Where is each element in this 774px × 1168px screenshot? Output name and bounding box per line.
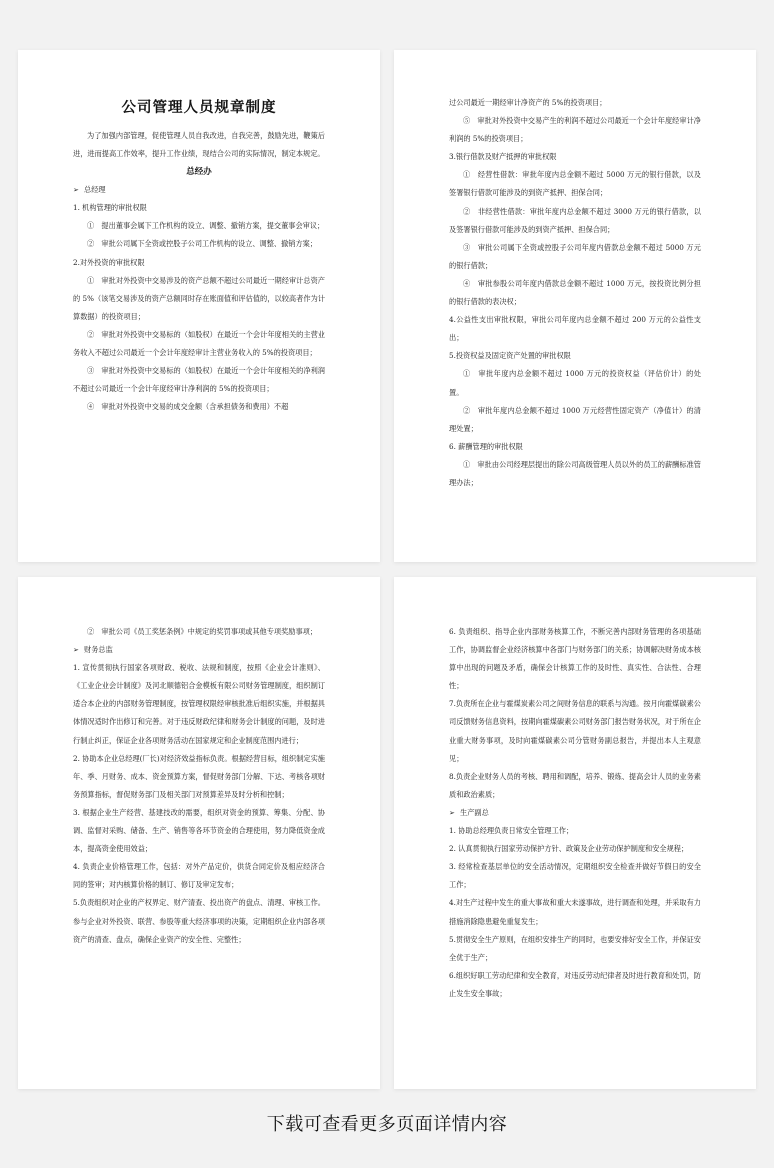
page-1-body [73, 127, 325, 416]
list-item: ② 审批公司属下全资或控股子公司工作机构的设立、调整、撤销方案； [87, 239, 318, 249]
document-page-2 [394, 50, 756, 562]
list-item: ③ 审批对外投资中交易标的（如股权）在最近一个会计年度相关的净利润不超过公司最近一个会计年度经审计净利润的 5%的投资项目； [73, 366, 325, 394]
section-heading: 总经办 [186, 167, 212, 178]
paragraph: 6. 负责组织、指导企业内部财务核算工作，不断完善内部财务管理的各项基础工作，协调监督企业经济核算中各部门与财务部门的关系；协调解决财务成本核算中出现的问题及矛盾，确保会计核算工作的及时性、真实性、合法性、合理性； [449, 627, 701, 691]
list-item: ② 审批公司《员工奖惩条例》中规定的奖罚事项或其他专项奖励事项； [87, 627, 318, 636]
paragraph: 3. 根据企业生产经营、基建技改的需要，组织对资金的预算、筹集、分配、协调、监督对采购、储备、生产、销售等各环节资金的合理使用，努力降低资金成本，提高资金使用效益； [73, 807, 325, 854]
list-item: ⑤ 审批对外投资中交易产生的利润不超过公司最近一个会计年度经审计净利润的 5%的投资项目； [449, 116, 701, 144]
paragraph: 6.组织好职工劳动纪律和安全教育，对违反劳动纪律者及时进行教育和处罚，防止发生安全事故； [449, 970, 701, 998]
paragraph: 4.公益性支出审批权限，审批公司年度内总金额不超过 200 万元的公益性支出； [449, 315, 701, 343]
paragraph: 3. 经常检查基层单位的安全活动情况，定期组织安全检查并做好节假日的安全工作； [449, 862, 701, 890]
list-item: ① 提出董事会属下工作机构的设立、调整、撤销方案，提交董事会审议； [87, 221, 325, 231]
paragraph: 3.银行借款及财产抵押的审批权限 [449, 152, 557, 162]
page-2-body [449, 94, 701, 492]
paragraph: 2.对外投资的审批权限 [73, 257, 145, 267]
intro-paragraph: 为了加强内部管理，促使管理人员自我改进，自我完善，鼓励先进，鞭策后进，进而提高工作效率，提升工作业绩，现结合公司的实际情况，制定本规定。 [73, 131, 325, 159]
list-item: ④ 审批参股公司年度内借款总金额不超过 1000 万元，按投资比例分担的银行借款的表决权； [449, 278, 701, 307]
paragraph: 1. 协助总经理负责日常安全管理工作； [449, 826, 574, 836]
paragraph: 5.投资权益及固定资产处置的审批权限 [449, 351, 571, 361]
list-item: ② 非经营性借款：审批年度内总金额不超过 3000 万元的银行借款，以及签署银行借款可能涉及的到资产抵押、担保合同； [449, 206, 701, 234]
paragraph: 6. 薪酬管理的审批权限 [449, 441, 523, 451]
paragraph: 4. 负责企业价格管理工作，包括：对外产品定价，供货合同定价及相应经济合同的签审；对内核算价格的制订、修订及审定发布； [73, 862, 325, 890]
list-item: ④ 审批对外投资中交易的成交金额（含承担债务和费用）不超 [87, 402, 289, 412]
list-item: ② 审批对外投资中交易标的（如股权）在最近一个会计年度相关的主营业务收入不超过公司最近一个会计年度经审计主营业务收入的 5%的投资项目； [73, 329, 325, 358]
paragraph: 过公司最近一期经审计净资产的 5%的投资项目； [449, 98, 607, 107]
document-page-4 [394, 577, 756, 1089]
section-bullet-heading: ➢ 生产副总 [449, 804, 701, 822]
paragraph: 1. 宣传贯彻执行国家各项财政、税收、法规和制度，按照《企业会计准则》、《工业企业会计制度》及河北顺德铝合金模板有限公司财务管理制度，组织制订适合本企业的内部财务管理制度，按管理权限经审核批准后组织实施，并根据具体情况适时作出修订和完善。对于违反财政纪律和财务会计制度的问题，及时进行制止纠正，保证企业各项财务活动在国家规定和企业制度范围内进行； [73, 663, 325, 745]
list-item: ③ 审批公司属下全资或控股子公司年度内借款总金额不超过 5000 万元的银行借款； [449, 242, 701, 270]
section-bullet-heading: ➢ 财务总监 [73, 641, 325, 659]
list-item: ① 审批年度内总金额不超过 1000 万元的投资权益（评估价计）的处置。 [449, 369, 701, 397]
paragraph: 8.负责企业财务人员的考核、聘用和调配，培养、锻炼、提高会计人员的业务素质和政治素质； [449, 771, 701, 799]
document-page-1 [18, 50, 380, 562]
list-item: ① 经营性借款：审批年度内总金额不超过 5000 万元的银行借款，以及签署银行借款可能涉及的到资产抵押、担保合同； [449, 170, 701, 198]
document-page-3 [18, 577, 380, 1089]
paragraph: 2. 认真贯彻执行国家劳动保护方针、政策及企业劳动保护制度和安全规程； [449, 844, 689, 854]
paragraph: 2. 协助本企业总经理(厂长)对经济效益指标负责。根据经营目标，组织制定实施年、季、月财务、成本、资金预算方案，督促财务部门分解、下达、考核各项财务预算指标，督促财务部门及相关部门对预算差异及时分析和控制； [73, 753, 325, 799]
list-item: ① 审批对外投资中交易涉及的资产总额不超过公司最近一期经审计总资产的 5%（该笔交易涉及的资产总额同时存在账面值和评估值的，以较高者作为计算数据）的投资项目； [73, 275, 325, 321]
page-3-body [73, 623, 325, 949]
paragraph: 5.负责组织对企业的产权界定、财产清查、投出资产的盘点、清理、审核工作。参与企业对外投资、联营、参股等重大经济事项的决策，定期组织企业内部各项资产的清查、盘点，确保企业资产的安全性、完整性； [73, 898, 325, 944]
list-item: ② 审批年度内总金额不超过 1000 万元经营性固定资产（净值计）的清理处置； [449, 405, 701, 433]
paragraph: 1. 机构管理的审批权限 [73, 203, 147, 213]
list-item: ① 审批由公司经理层提出的除公司高级管理人员以外的员工的薪酬标准管理办法； [449, 459, 701, 487]
section-bullet-heading: ➢ 总经理 [73, 181, 325, 199]
download-more-footer[interactable]: 下载可查看更多页面详情内容 [266, 1114, 508, 1135]
paragraph: 5.贯彻安全生产原则，在组织安排生产的同时，也要安排好安全工作，并保证安全优于生产； [449, 934, 701, 962]
page-4-body [449, 623, 701, 1003]
paragraph: 7.负责所在企业与霍煤炭素公司之间财务信息的联系与沟通。按月向霍煤碳素公司反馈财务信息资料，按期向霍煤碳素公司财务部门报告财务状况，对于所在企业重大财务事项，及时向霍煤碳素公司分管财务副总报告，并提出本人主观意见； [449, 699, 701, 763]
document-title: 公司管理人员规章制度 [121, 99, 277, 116]
paragraph: 4.对生产过程中发生的重大事故和重大未遂事故，进行调查和处理，并采取有力措施消除隐患避免重复发生； [449, 898, 701, 926]
